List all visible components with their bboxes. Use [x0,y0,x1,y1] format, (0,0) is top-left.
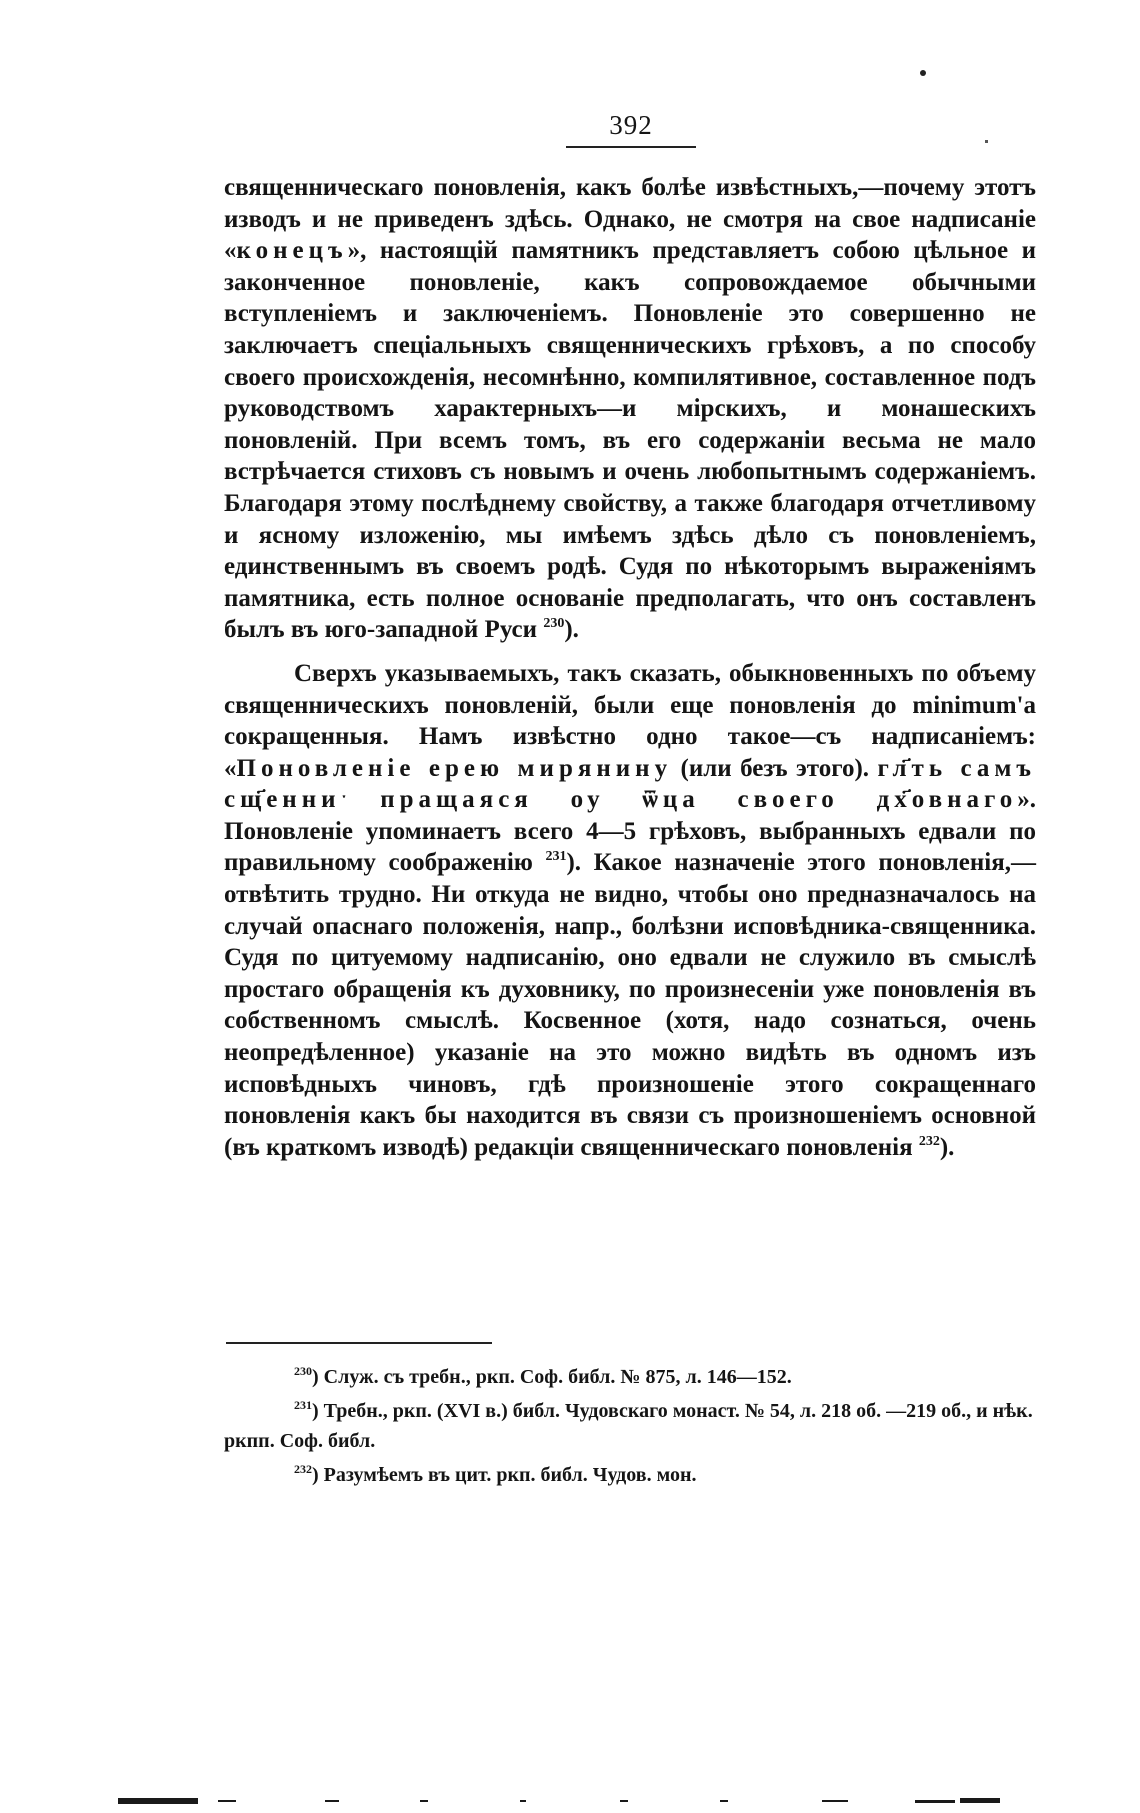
text-run: », настоящій памятникъ представляетъ собою цѣльное и законченное поновленіе, какъ сопровождаемое обычными вступленіемъ и заключеніемъ. Поновленіе это совершенно не заключаетъ спеціальныхъ священническихъ грѣховъ, а по способу своего происхожденія, несомнѣнно, компилятивное, составленное подъ руководствомъ характерныхъ—и мірскихъ, и монашескихъ поновленій. При всемъ томъ, въ его содержаніи весьма не мало встрѣчается стиховъ съ новымъ и очень любопытнымъ содержаніемъ. Благодаря этому послѣднему свойству, а также благодаря отчетливому и ясному изложенію, мы имѣемъ здѣсь дѣло съ поновленіемъ, единственнымъ въ своемъ родѣ. Судя по нѣкоторымъ выраженіямъ памятника, есть полное основаніе предполагать, что онъ составленъ былъ въ юго-западной Руси [224,237,1036,644]
spaced-emphasis: гл҃ть самъ сщ҃енни [224,754,1036,814]
footnote-text: ) Требн., ркп. (XVI в.) библ. Чудовскаго монаст. № 54, л. 218 об. —219 об., и нѣк. ркпп. Соф. библ. [224,1400,1033,1452]
footnote-ref: 231 [545,849,567,865]
text-run: ). [939,1133,955,1161]
text-run: ). Какое назначеніе этого поновленія,—отвѣтить трудно. Ни откуда не видно, чтобы оно предназначалось на случай опаснаго положенія, напр., болѣзни исповѣдника-священника. Судя по цитуемому надписанію, оно едвали не служило въ смыслѣ простаго обращенія къ духовнику, по произнесеніи уже поновленія въ собственномъ смыслѣ. Косвенное (хотя, надо сознаться, очень неопредѣленное) указаніе на это можно видѣть въ одномъ изъ исповѣдныхъ чиновъ, гдѣ произношеніе этого сокращеннаго поновленія какъ бы находится въ связи съ произношеніемъ основной (въ краткомъ изводѣ) редакціи священническаго поновленія [224,849,1036,1161]
footnote-separator [226,1342,492,1344]
scan-edge-marks [0,1792,1140,1813]
paragraph-2 [224,658,1036,1164]
text-run: ˑ [340,786,381,814]
text-run: Сверхъ указываемыхъ, такъ сказать, обыкновенныхъ по объему священническихъ поновленій, были еще поновленія до minimum'а сокращенныя. Намъ извѣстно одно такое—съ надписаніемъ: « [224,659,1036,782]
text-run: (или безъ этого). [672,754,878,782]
spaced-emphasis: пращаяся оу ѿца своего дх҃овнаго [380,786,1018,814]
scan-speck [985,140,988,143]
paragraph-1 [224,172,1036,646]
footnote-mark: 231 [294,1398,312,1412]
text-run: священническаго поновленія, какъ болѣе извѣстныхъ,—почему этотъ изводъ и не приведенъ здѣсь. Однако, не смотря на свое надписаніе « [224,174,1036,265]
footnote-ref: 230 [543,616,565,632]
footnote-ref: 232 [918,1133,940,1149]
scan-speck [920,70,926,76]
footnote-232 [224,1460,1036,1490]
spaced-emphasis: конецъ [236,237,348,265]
text-run: ». Поновленіе упоминаетъ всего 4—5 грѣховъ, выбранныхъ едвали по правильному соображенію [224,786,1036,877]
footnote-231 [224,1396,1036,1456]
main-text [224,172,1036,1163]
footnote-mark: 230 [294,1364,312,1378]
text-run: ). [564,616,579,644]
footnote-text: ) Разумѣемъ въ цит. ркп. библ. Чудов. мон. [312,1464,697,1486]
page-number: 392 [609,110,653,140]
footnotes [224,1362,1036,1494]
footnote-230 [224,1362,1036,1392]
footnote-text: ) Служ. съ требн., ркп. Соф. библ. № 875, л. 146—152. [312,1366,792,1388]
footnote-mark: 232 [294,1462,312,1476]
spaced-emphasis: Поновленіе ерею мирянину [236,754,673,782]
page-number-underline [566,146,696,148]
